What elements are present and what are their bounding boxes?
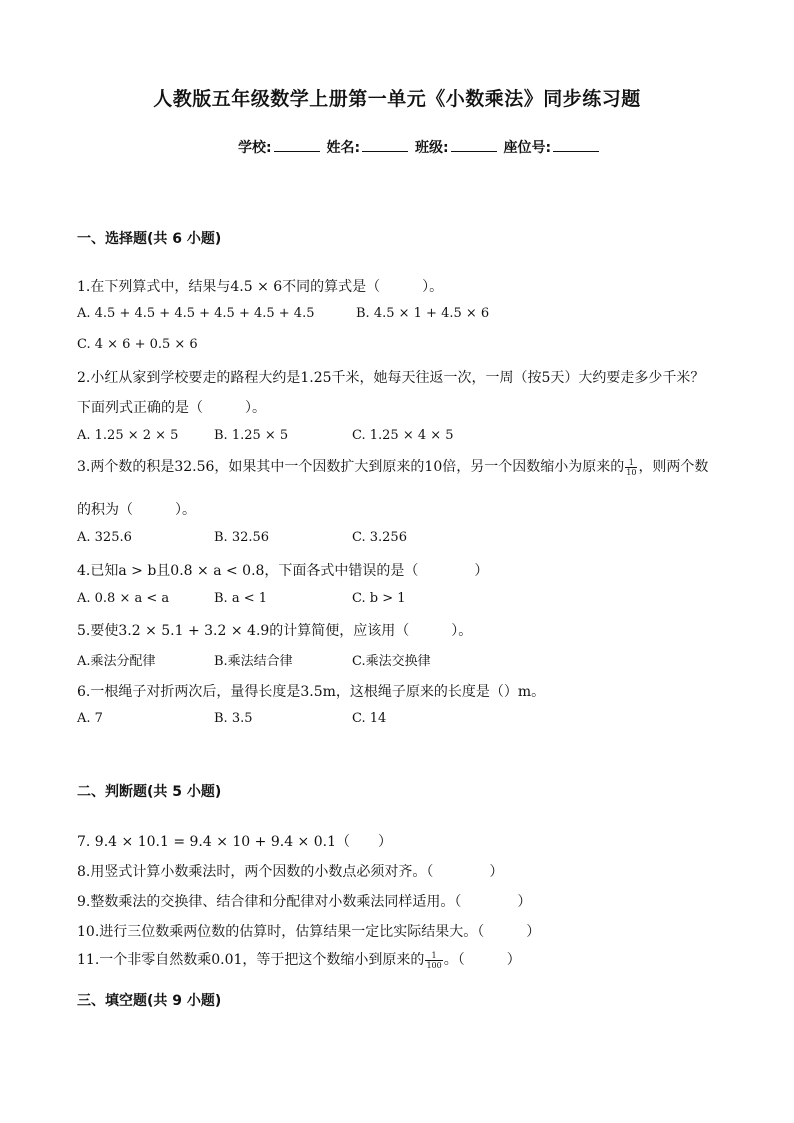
- q11-frac-num: 1: [425, 951, 442, 961]
- q4-option-b: B. a < 1: [214, 591, 267, 606]
- page-title: 人教版五年级数学上册第一单元《小数乘法》同步练习题: [153, 88, 641, 110]
- question-2: 2.小红从家到学校要走的路程大约是1.25千米，她每天往返一次，一周（按5天）大约要走多少千米？: [77, 370, 705, 386]
- q5-option-a: A.乘法分配律: [77, 654, 156, 669]
- question-9: 9.整数乘法的交换律、结合律和分配律对小数乘法同样适用。（ ）: [77, 894, 532, 910]
- question-1: 1.在下列算式中，结果与4.5 × 6不同的算式是（ ）。: [77, 279, 444, 295]
- q3-option-b: B. 32.56: [214, 530, 270, 545]
- q3-option-a: A. 325.6: [77, 530, 132, 545]
- school-label: 学校:: [238, 140, 272, 156]
- q3-text-end: ，则两个数: [638, 459, 709, 475]
- seat-blank[interactable]: [553, 137, 599, 152]
- q11-text-start: 11.一个非零自然数乘0.01，等于把这个数缩小到原来的: [77, 952, 425, 968]
- question-3-line-2: 的积为（ ）。: [77, 502, 196, 518]
- q6-option-b: B. 3.5: [214, 711, 253, 726]
- name-label: 姓名:: [326, 140, 361, 156]
- question-7: 7. 9.4 × 10.1 = 9.4 × 10 + 9.4 × 0.1（ ）: [77, 834, 393, 850]
- question-5: 5.要使3.2 × 5.1 + 3.2 × 4.9的计算简便，应该用（ ）。: [77, 623, 473, 639]
- q11-text-end: 。（ ）: [443, 952, 521, 968]
- seat-label: 座位号:: [503, 140, 552, 156]
- question-8: 8.用竖式计算小数乘法时，两个因数的小数点必须对齐。（ ）: [77, 864, 504, 880]
- q4-option-c: C. b > 1: [352, 591, 406, 606]
- section-heading-judge: 二、判断题(共 5 小题): [77, 784, 222, 800]
- q1-option-c: C. 4 × 6 + 0.5 × 6: [77, 337, 198, 352]
- question-10: 10.进行三位数乘两位数的估算时，估算结果一定比实际结果大。（ ）: [77, 924, 541, 940]
- question-6: 6.一根绳子对折两次后，量得长度是3.5m，这根绳子原来的长度是（）m。: [77, 684, 546, 700]
- q3-frac-num: 1: [625, 458, 637, 468]
- q11-fraction: [425, 951, 442, 970]
- q5-option-b: B.乘法结合律: [214, 654, 293, 669]
- section-heading-choice: 一、选择题(共 6 小题): [77, 231, 222, 247]
- q4-option-a: A. 0.8 × a < a: [77, 591, 170, 606]
- question-3: [77, 456, 708, 477]
- q6-option-a: A. 7: [77, 711, 103, 726]
- question-4: 4.已知a > b且0.8 × a < 0.8，下面各式中错误的是（ ）: [77, 563, 489, 579]
- q11-frac-den: 100: [426, 960, 442, 970]
- q3-text-start: 3.两个数的积是32.56，如果其中一个因数扩大到原来的10倍，另一个因数缩小为原来的: [77, 459, 625, 475]
- q3-frac-den: 10: [626, 467, 637, 477]
- question-11: [77, 949, 521, 970]
- question-2-line-2: 下面列式正确的是（ ）。: [77, 400, 266, 416]
- q5-option-c: C.乘法交换律: [352, 654, 431, 669]
- q3-fraction: [625, 458, 637, 477]
- q2-option-a: A. 1.25 × 2 × 5: [77, 428, 179, 443]
- class-blank[interactable]: [451, 137, 497, 152]
- q2-option-b: B. 1.25 × 5: [214, 428, 289, 443]
- name-blank[interactable]: [362, 137, 408, 152]
- q6-option-c: C. 14: [352, 711, 387, 726]
- q3-option-c: C. 3.256: [352, 530, 407, 545]
- q2-option-c: C. 1.25 × 4 × 5: [352, 428, 454, 443]
- q1-option-a: A. 4.5 + 4.5 + 4.5 + 4.5 + 4.5 + 4.5: [77, 306, 315, 321]
- class-label: 班级:: [414, 140, 449, 156]
- section-heading-fill: 三、填空题(共 9 小题): [77, 993, 222, 1009]
- student-info-line: [238, 137, 601, 157]
- q1-option-b: B. 4.5 × 1 + 4.5 × 6: [356, 306, 490, 321]
- school-blank[interactable]: [274, 137, 320, 152]
